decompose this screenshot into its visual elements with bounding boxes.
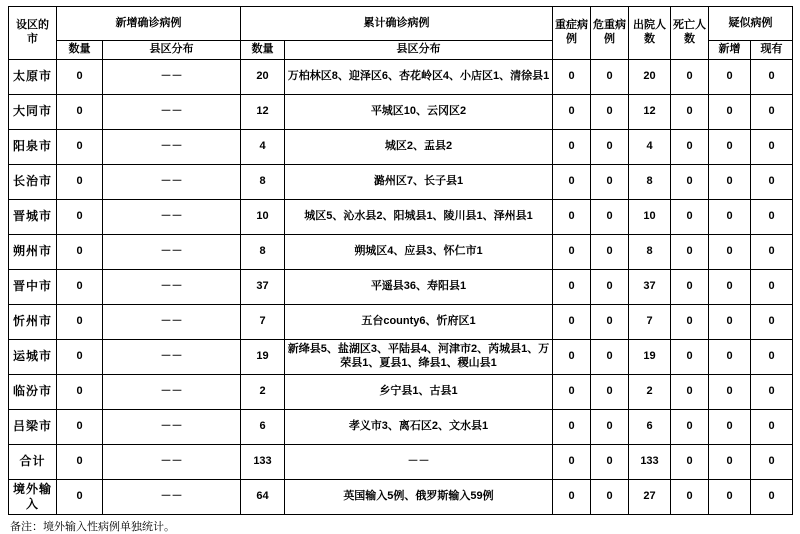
row-suspected-new: 0 (709, 304, 751, 339)
row-suspected-new: 0 (709, 374, 751, 409)
row-discharged: 7 (629, 304, 671, 339)
row-discharged: 4 (629, 129, 671, 164)
row-deaths: 0 (671, 304, 709, 339)
header-new-count: 数量 (57, 41, 103, 60)
row-cum-count: 37 (241, 269, 285, 304)
row-critical: 0 (591, 339, 629, 374)
row-new-count: 0 (57, 59, 103, 94)
row-suspected-new: 0 (709, 339, 751, 374)
row-new-distribution: －－ (103, 199, 241, 234)
row-city: 阳泉市 (9, 129, 57, 164)
row-cum-count: 8 (241, 164, 285, 199)
table-row (9, 374, 793, 409)
row-discharged: 20 (629, 59, 671, 94)
row-new-count: 0 (57, 199, 103, 234)
row-critical: 0 (591, 269, 629, 304)
row-cum-distribution: 五台county6、忻府区1 (285, 304, 553, 339)
row-new-count: 0 (57, 304, 103, 339)
row-new-distribution: －－ (103, 409, 241, 444)
table-row (9, 94, 793, 129)
row-discharged: 37 (629, 269, 671, 304)
header-critical: 危重病例 (591, 7, 629, 60)
row-severe: 0 (553, 374, 591, 409)
row-suspected-current: 0 (751, 409, 793, 444)
row-deaths: 0 (671, 269, 709, 304)
row-suspected-current: 0 (751, 479, 793, 514)
header-suspected: 疑似病例 (709, 7, 793, 41)
row-cum-count: 8 (241, 234, 285, 269)
row-city: 长治市 (9, 164, 57, 199)
table-row (9, 129, 793, 164)
row-cum-count: 19 (241, 339, 285, 374)
row-critical: 0 (591, 59, 629, 94)
row-severe: 0 (553, 94, 591, 129)
row-cum-distribution: 万柏林区8、迎泽区6、杏花岭区4、小店区1、清徐县1 (285, 59, 553, 94)
header-city: 设区的市 (9, 7, 57, 60)
row-deaths: 0 (671, 129, 709, 164)
row-suspected-new: 0 (709, 164, 751, 199)
table-footnote: 备注：境外输入性病例单独统计。 (10, 520, 175, 533)
row-city: 太原市 (9, 59, 57, 94)
row-suspected-new: 0 (709, 59, 751, 94)
row-city: 大同市 (9, 94, 57, 129)
row-new-distribution: －－ (103, 479, 241, 514)
row-new-distribution: －－ (103, 59, 241, 94)
row-deaths: 0 (671, 339, 709, 374)
row-cum-distribution: 潞州区7、长子县1 (285, 164, 553, 199)
row-new-count: 0 (57, 479, 103, 514)
row-critical: 0 (591, 409, 629, 444)
row-suspected-current: 0 (751, 269, 793, 304)
row-severe: 0 (553, 304, 591, 339)
row-suspected-current: 0 (751, 304, 793, 339)
row-severe: 0 (553, 234, 591, 269)
row-cum-count: 133 (241, 444, 285, 479)
row-discharged: 133 (629, 444, 671, 479)
table-body (9, 59, 793, 514)
row-new-distribution: －－ (103, 444, 241, 479)
row-critical: 0 (591, 164, 629, 199)
row-cum-distribution: 孝义市3、离石区2、文水县1 (285, 409, 553, 444)
row-severe: 0 (553, 164, 591, 199)
table-row (9, 59, 793, 94)
row-city: 吕梁市 (9, 409, 57, 444)
row-new-distribution: －－ (103, 129, 241, 164)
row-severe: 0 (553, 444, 591, 479)
row-suspected-current: 0 (751, 59, 793, 94)
row-suspected-current: 0 (751, 339, 793, 374)
table-row-total (9, 444, 793, 479)
row-deaths: 0 (671, 164, 709, 199)
table-row (9, 269, 793, 304)
row-suspected-current: 0 (751, 164, 793, 199)
row-cum-count: 10 (241, 199, 285, 234)
row-suspected-current: 0 (751, 129, 793, 164)
row-discharged: 27 (629, 479, 671, 514)
row-cum-distribution: 新绛县5、盐湖区3、平陆县4、河津市2、芮城县1、万荣县1、夏县1、绛县1、稷山县1 (285, 339, 553, 374)
header-deaths: 死亡人数 (671, 7, 709, 60)
row-suspected-new: 0 (709, 479, 751, 514)
header-severe: 重症病例 (553, 7, 591, 60)
row-severe: 0 (553, 59, 591, 94)
row-suspected-new: 0 (709, 129, 751, 164)
row-severe: 0 (553, 129, 591, 164)
row-city: 临汾市 (9, 374, 57, 409)
row-cum-count: 7 (241, 304, 285, 339)
row-severe: 0 (553, 479, 591, 514)
row-city: 运城市 (9, 339, 57, 374)
row-new-count: 0 (57, 129, 103, 164)
row-cum-count: 64 (241, 479, 285, 514)
table-row (9, 339, 793, 374)
row-discharged: 12 (629, 94, 671, 129)
table-row-imported (9, 479, 793, 514)
table-row (9, 164, 793, 199)
row-cum-count: 12 (241, 94, 285, 129)
row-deaths: 0 (671, 59, 709, 94)
row-severe: 0 (553, 269, 591, 304)
header-cum-distribution: 县区分布 (285, 41, 553, 60)
header-new-confirmed: 新增确诊病例 (57, 7, 241, 41)
row-severe: 0 (553, 409, 591, 444)
header-suspected-current: 现有 (751, 41, 793, 60)
row-discharged: 19 (629, 339, 671, 374)
row-critical: 0 (591, 129, 629, 164)
table-row (9, 199, 793, 234)
row-new-distribution: －－ (103, 304, 241, 339)
row-deaths: 0 (671, 234, 709, 269)
row-suspected-current: 0 (751, 374, 793, 409)
row-suspected-current: 0 (751, 94, 793, 129)
row-cum-count: 2 (241, 374, 285, 409)
row-deaths: 0 (671, 409, 709, 444)
epidemic-report-table (8, 6, 793, 515)
row-new-count: 0 (57, 164, 103, 199)
header-new-distribution: 县区分布 (103, 41, 241, 60)
row-new-count: 0 (57, 94, 103, 129)
row-city: 境外输入 (9, 479, 57, 514)
table-header (9, 7, 793, 60)
row-suspected-new: 0 (709, 234, 751, 269)
row-suspected-new: 0 (709, 199, 751, 234)
row-deaths: 0 (671, 199, 709, 234)
table-row (9, 234, 793, 269)
row-severe: 0 (553, 199, 591, 234)
row-city: 朔州市 (9, 234, 57, 269)
row-suspected-new: 0 (709, 409, 751, 444)
table-row (9, 304, 793, 339)
row-discharged: 8 (629, 234, 671, 269)
header-discharged: 出院人数 (629, 7, 671, 60)
row-new-distribution: －－ (103, 374, 241, 409)
row-critical: 0 (591, 479, 629, 514)
row-severe: 0 (553, 339, 591, 374)
row-critical: 0 (591, 94, 629, 129)
row-critical: 0 (591, 304, 629, 339)
row-cum-distribution: －－ (285, 444, 553, 479)
row-new-distribution: －－ (103, 339, 241, 374)
row-city: 忻州市 (9, 304, 57, 339)
row-critical: 0 (591, 374, 629, 409)
row-critical: 0 (591, 444, 629, 479)
row-cum-count: 4 (241, 129, 285, 164)
row-discharged: 10 (629, 199, 671, 234)
row-new-count: 0 (57, 234, 103, 269)
row-suspected-new: 0 (709, 94, 751, 129)
row-new-count: 0 (57, 409, 103, 444)
row-cum-distribution: 平遥县36、寿阳县1 (285, 269, 553, 304)
row-new-count: 0 (57, 444, 103, 479)
row-cum-distribution: 城区5、沁水县2、阳城县1、陵川县1、泽州县1 (285, 199, 553, 234)
header-row-top (9, 7, 793, 41)
header-suspected-new: 新增 (709, 41, 751, 60)
row-cum-count: 20 (241, 59, 285, 94)
row-critical: 0 (591, 199, 629, 234)
row-cum-distribution: 英国输入5例、俄罗斯输入59例 (285, 479, 553, 514)
row-suspected-current: 0 (751, 444, 793, 479)
row-deaths: 0 (671, 479, 709, 514)
row-suspected-current: 0 (751, 199, 793, 234)
row-new-count: 0 (57, 269, 103, 304)
row-discharged: 6 (629, 409, 671, 444)
row-cum-count: 6 (241, 409, 285, 444)
row-new-distribution: －－ (103, 164, 241, 199)
header-cum-count: 数量 (241, 41, 285, 60)
row-new-count: 0 (57, 339, 103, 374)
row-cum-distribution: 朔城区4、应县3、怀仁市1 (285, 234, 553, 269)
row-discharged: 2 (629, 374, 671, 409)
row-cum-distribution: 平城区10、云冈区2 (285, 94, 553, 129)
row-critical: 0 (591, 234, 629, 269)
row-suspected-current: 0 (751, 234, 793, 269)
header-cumulative-confirmed: 累计确诊病例 (241, 7, 553, 41)
table-row (9, 409, 793, 444)
row-new-count: 0 (57, 374, 103, 409)
row-city: 晋中市 (9, 269, 57, 304)
row-city: 晋城市 (9, 199, 57, 234)
row-cum-distribution: 城区2、盂县2 (285, 129, 553, 164)
row-new-distribution: －－ (103, 234, 241, 269)
row-discharged: 8 (629, 164, 671, 199)
row-new-distribution: －－ (103, 269, 241, 304)
row-deaths: 0 (671, 94, 709, 129)
row-deaths: 0 (671, 444, 709, 479)
row-new-distribution: －－ (103, 94, 241, 129)
row-suspected-new: 0 (709, 444, 751, 479)
row-city: 合计 (9, 444, 57, 479)
row-cum-distribution: 乡宁县1、古县1 (285, 374, 553, 409)
row-deaths: 0 (671, 374, 709, 409)
row-suspected-new: 0 (709, 269, 751, 304)
